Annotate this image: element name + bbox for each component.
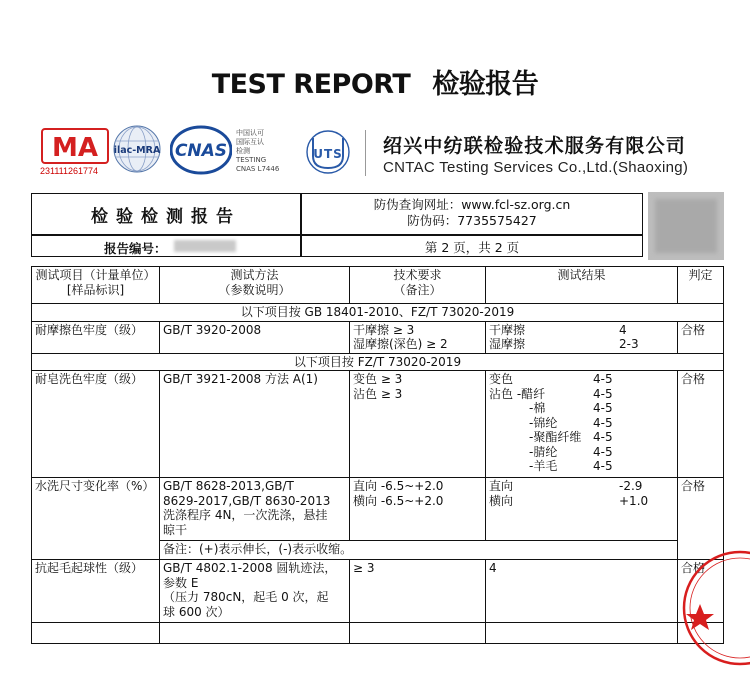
header-item: 测试项目（计量单位） [样品标识] — [32, 267, 160, 304]
empty-cell — [350, 623, 486, 644]
table-row — [32, 321, 724, 353]
row3-method: GB/T 8628-2013,GB/T 8629-2017,GB/T 8630-2013 洗涤程序 4N，一次洗涤，悬挂 晾干 — [160, 478, 350, 541]
row1-judge: 合格 — [678, 321, 724, 353]
row4-item: 抗起毛起球性（级） — [32, 560, 160, 623]
empty-cell — [486, 623, 678, 644]
cnas-accreditation-text: 中国认可 国际互认 检测 TESTING CNAS L7446 — [236, 129, 280, 173]
row2-judge: 合格 — [678, 371, 724, 478]
anti-counterfeit-code: 防伪码：7735575427 — [407, 213, 537, 228]
report-number-blurred — [174, 240, 236, 252]
test-results-table — [31, 266, 724, 644]
cma-number: 231111261774 — [40, 166, 99, 176]
header-divider-horizontal — [31, 234, 643, 236]
row3-result: 直向 -2.9 横向 +1.0 — [486, 478, 678, 541]
header-result: 测试结果 — [486, 267, 678, 304]
row1-item: 耐摩擦色牢度（级） — [32, 321, 160, 353]
title-cn: 检验报告 — [432, 69, 539, 100]
row3-note: 备注：(+)表示伸长，(-)表示收缩。 — [160, 541, 678, 560]
doc-title: 检验检测报告 — [91, 207, 241, 227]
row3-item: 水洗尺寸变化率（%） — [32, 478, 160, 560]
inspection-stamp-icon — [678, 548, 750, 672]
empty-cell — [32, 623, 160, 644]
cma-logo-icon — [41, 128, 109, 164]
section-standard-1: 以下项目按 GB 18401-2010、FZ/T 73020-2019 — [32, 304, 724, 322]
row1-method: GB/T 3920-2008 — [160, 321, 350, 353]
page-indicator: 第 2 页，共 2 页 — [424, 240, 520, 255]
row3-requirement: 直向 -6.5~+2.0 横向 -6.5~+2.0 — [350, 478, 486, 541]
report-title — [0, 62, 750, 101]
table-row — [32, 478, 724, 541]
row4-result: 4 — [486, 560, 678, 623]
row1-requirement: 干摩擦 ≥ 3 湿摩擦(深色) ≥ 2 — [350, 321, 486, 353]
header-judge: 判定 — [678, 267, 724, 304]
ilac-mra-logo-icon — [112, 124, 162, 174]
table-header-row — [32, 267, 724, 304]
row2-method: GB/T 3921-2008 方法 A(1) — [160, 371, 350, 478]
logo-divider — [365, 130, 366, 176]
section-row — [32, 304, 724, 322]
header-requirement: 技术要求 （备注） — [350, 267, 486, 304]
table-row — [32, 560, 724, 623]
table-row — [32, 371, 724, 478]
row2-item: 耐皂洗色牢度（级） — [32, 371, 160, 478]
row2-result: 变色 4-5 沾色 -醋纤 4-5 -棉 4-5 -锦纶 4-5 -聚酯纤维 4-5 -腈纶 4-5 -羊毛 4-5 — [486, 371, 678, 478]
report-number-label: 报告编号： — [104, 241, 167, 256]
row2-requirement: 变色 ≥ 3 沾色 ≥ 3 — [350, 371, 486, 478]
section-standard-2: 以下项目按 FZ/T 73020-2019 — [32, 353, 724, 371]
row4-judge: 合格 — [678, 560, 724, 623]
title-en: TEST REPORT — [211, 69, 411, 100]
row4-method: GB/T 4802.1-2008 圆轨迹法， 参数 E （压力 780cN，起毛 0 次，起 球 600 次） — [160, 560, 350, 623]
table-row-empty — [32, 623, 724, 644]
uts-logo-icon — [305, 126, 351, 180]
qr-code-blur-overlay — [655, 199, 717, 253]
uts-logo-text: UTS — [313, 147, 343, 161]
anti-counterfeit-info — [302, 197, 642, 229]
company-name-cn: 绍兴中纺联检验技术服务有限公司 — [383, 135, 687, 157]
ilac-logo-text: ilac-MRA — [113, 145, 161, 156]
cma-logo-text: MA — [52, 133, 98, 163]
row4-requirement: ≥ 3 — [350, 560, 486, 623]
header-method: 测试方法 （参数说明） — [160, 267, 350, 304]
cnas-logo-text: CNAS — [174, 141, 228, 161]
row3-judge: 合格 — [678, 478, 724, 560]
cnas-logo-icon — [170, 125, 232, 175]
company-name-en: CNTAC Testing Services Co.,Ltd.(Shaoxing) — [383, 159, 689, 176]
empty-cell — [160, 623, 350, 644]
anti-counterfeit-url: 防伪查询网址：www.fcl-sz.org.cn — [373, 197, 571, 212]
row1-result: 干摩擦 4 湿摩擦 2-3 — [486, 321, 678, 353]
section-row — [32, 353, 724, 371]
